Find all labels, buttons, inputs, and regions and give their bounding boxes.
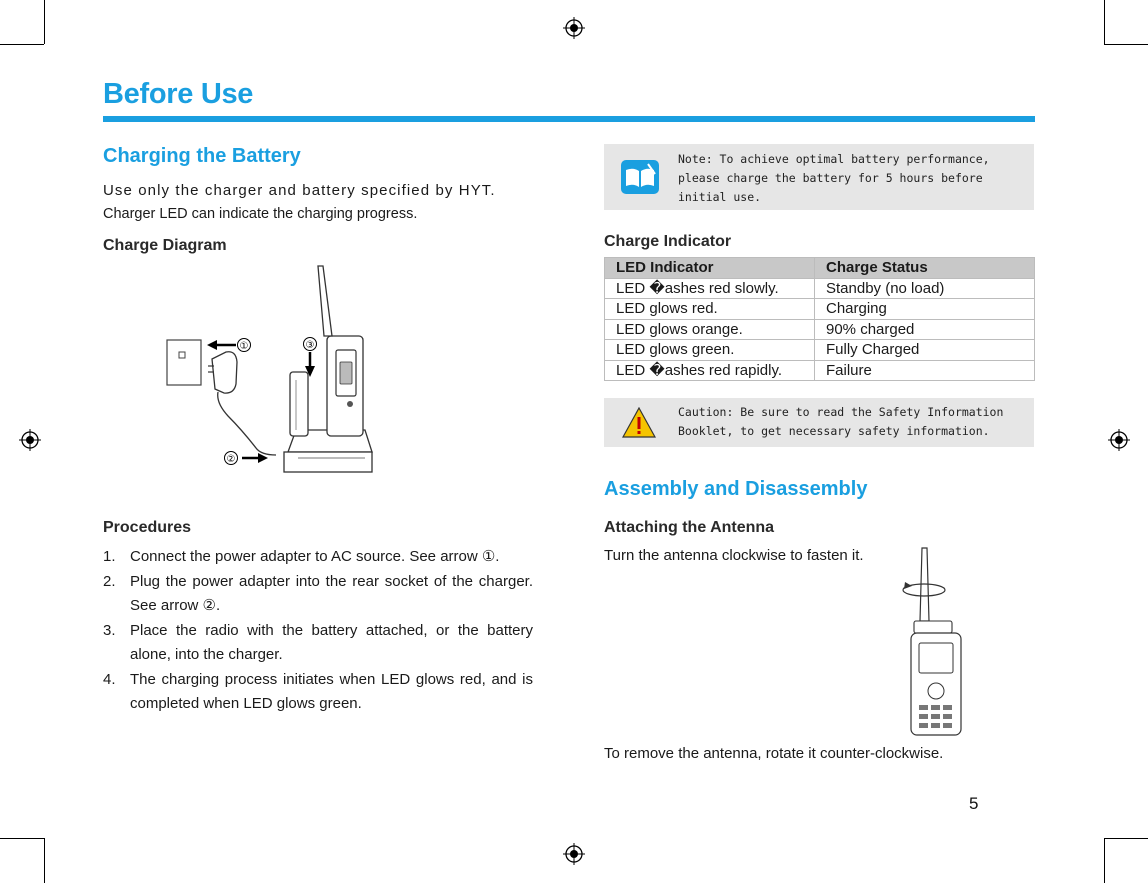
procedures-list <box>103 545 533 717</box>
warning-icon <box>622 407 656 438</box>
table-cell: Charging <box>815 299 1035 320</box>
note-text: Note: To achieve optimal battery performance, please charge the battery for 5 hours before initial use. <box>678 152 990 204</box>
registration-mark-icon <box>563 17 585 39</box>
page-number: 5 <box>969 794 979 813</box>
list-item-text: Place the radio with the battery attached, or the battery alone, into the charger. <box>130 621 533 663</box>
charge-diagram-illustration <box>160 258 390 483</box>
table-cell: LED glows orange. <box>605 319 815 340</box>
charging-heading: Charging the Battery <box>103 145 301 167</box>
diagram-marker-2: ② <box>226 454 236 465</box>
list-item-number: 2. <box>103 572 116 590</box>
list-item <box>103 619 533 668</box>
list-item-text: Connect the power adapter to AC source. See arrow ①. <box>130 548 500 565</box>
attaching-antenna-heading: Attaching the Antenna <box>604 519 775 536</box>
charging-intro-line1: Use only the charger and battery specified by HYT. <box>103 182 496 199</box>
table-row <box>605 340 1035 361</box>
crop-mark <box>0 838 44 839</box>
column-header: Charge Status <box>815 258 1035 279</box>
list-item-text: The charging process initiates when LED glows red, and is completed when LED glows green. <box>130 670 533 712</box>
table-cell: Standby (no load) <box>815 278 1035 299</box>
charge-diagram-heading: Charge Diagram <box>103 237 227 254</box>
crop-mark <box>1104 838 1148 839</box>
note-box <box>604 144 1034 210</box>
title-rule <box>103 116 1035 122</box>
page-title: Before Use <box>103 78 254 110</box>
table-row <box>605 319 1035 340</box>
crop-mark <box>44 838 45 883</box>
list-item <box>103 570 533 619</box>
crop-mark <box>44 0 45 44</box>
book-note-icon <box>621 160 659 194</box>
diagram-marker-1: ① <box>239 341 249 352</box>
table-cell: Failure <box>815 360 1035 381</box>
list-item-number: 1. <box>103 548 116 565</box>
table-cell: LED glows green. <box>605 340 815 361</box>
diagram-marker-3: ③ <box>305 340 315 351</box>
assembly-heading: Assembly and Disassembly <box>604 478 868 500</box>
attach-antenna-text: Turn the antenna clockwise to fasten it. <box>604 547 864 564</box>
crop-mark <box>1104 44 1148 45</box>
list-item-number: 4. <box>103 670 116 688</box>
charging-intro-line2: Charger LED can indicate the charging progress. <box>103 206 418 222</box>
radio-antenna-illustration <box>895 545 975 740</box>
table-row <box>605 360 1035 381</box>
registration-mark-icon <box>19 429 41 451</box>
table-cell: 90% charged <box>815 319 1035 340</box>
registration-mark-icon <box>1108 429 1130 451</box>
list-item <box>103 668 533 717</box>
table-header-row <box>605 258 1035 279</box>
list-item <box>103 545 533 570</box>
charge-indicator-table <box>604 257 1035 381</box>
crop-mark <box>1104 838 1105 883</box>
caution-text: Caution: Be sure to read the Safety Information Booklet, to get necessary safety information. <box>678 405 1004 438</box>
list-item-text: Plug the power adapter into the rear socket of the charger. See arrow ②. <box>130 572 533 614</box>
charge-indicator-heading: Charge Indicator <box>604 233 732 250</box>
procedures-heading: Procedures <box>103 519 192 536</box>
table-cell: LED �ashes red slowly. <box>605 278 815 299</box>
remove-antenna-text: To remove the antenna, rotate it counter-clockwise. <box>604 745 944 762</box>
table-cell: LED �ashes red rapidly. <box>605 360 815 381</box>
crop-mark <box>0 44 44 45</box>
table-cell: LED glows red. <box>605 299 815 320</box>
registration-mark-icon <box>563 843 585 865</box>
table-cell: Fully Charged <box>815 340 1035 361</box>
column-header: LED Indicator <box>605 258 815 279</box>
list-item-number: 3. <box>103 621 116 639</box>
caution-box <box>604 398 1034 447</box>
crop-mark <box>1104 0 1105 44</box>
table-row <box>605 278 1035 299</box>
table-row <box>605 299 1035 320</box>
